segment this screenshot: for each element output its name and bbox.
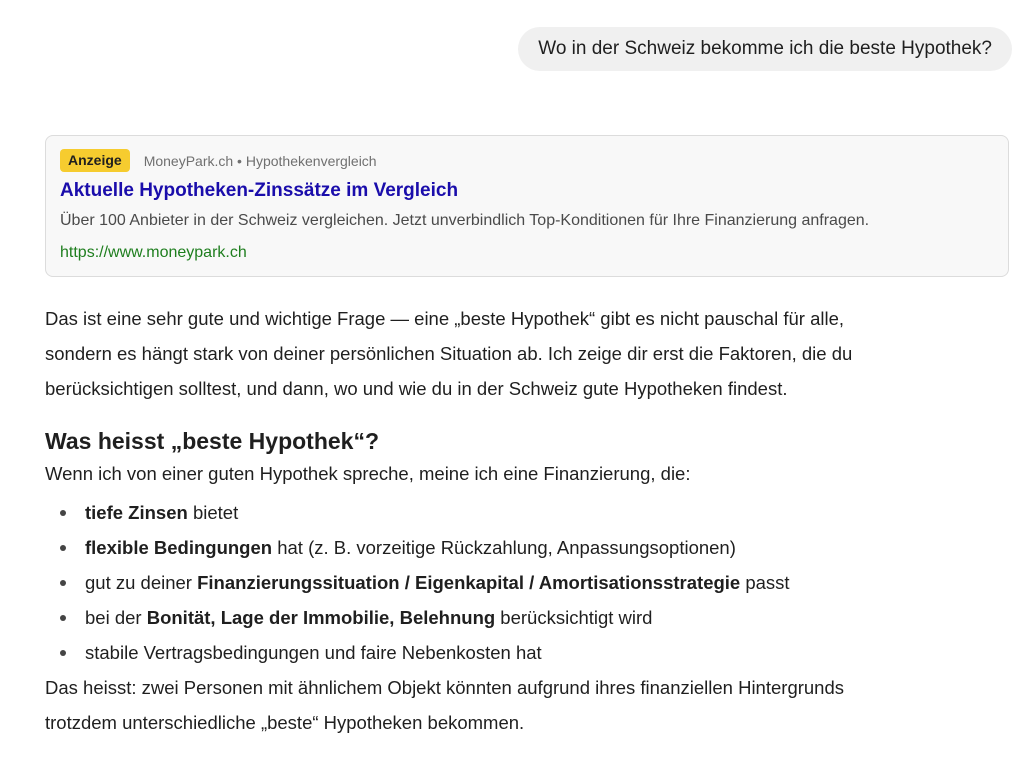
item-post: passt <box>740 572 790 593</box>
list-item <box>45 495 1005 530</box>
answer-outro <box>45 670 1005 740</box>
ad-title-link[interactable]: Aktuelle Hypotheken-Zinssätze im Vergleich <box>60 180 459 201</box>
assistant-answer <box>45 301 1005 740</box>
criteria-list <box>45 495 1005 670</box>
intro-line: Das ist eine sehr gute und wichtige Frage — eine „beste Hypothek“ gibt es nicht pauschal für alle, <box>45 308 845 329</box>
answer-intro <box>45 301 1005 406</box>
sponsored-ad-card[interactable] <box>45 135 1009 277</box>
ad-badge: Anzeige <box>60 149 130 172</box>
item-pre: bei der <box>85 607 147 628</box>
ad-description: Über 100 Anbieter in der Schweiz vergleichen. Jetzt unverbindlich Top-Konditionen für Ihre Finanzierung anfragen. <box>60 212 870 229</box>
list-item <box>45 635 1005 670</box>
bullet-dot-icon <box>60 650 66 656</box>
bullet-dot-icon <box>60 545 66 551</box>
item-post: hat (z. B. vorzeitige Rückzahlung, Anpassungsoptionen) <box>272 537 736 558</box>
bullet-dot-icon <box>60 615 66 621</box>
user-message-bubble: Wo in der Schweiz bekomme ich die beste Hypothek? <box>518 27 1012 71</box>
item-bold: Bonität, Lage der Immobilie, Belehnung <box>146 607 496 628</box>
item-pre: gut zu deiner <box>85 572 198 593</box>
list-item <box>45 600 1005 635</box>
item-bold: flexible Bedingungen <box>85 537 273 558</box>
list-lead: Wenn ich von einer guten Hypothek spreche, meine ich eine Finanzierung, die: <box>45 463 691 484</box>
bullet-dot-icon <box>60 510 66 516</box>
section-heading: Was heisst „beste Hypothek“? <box>45 428 380 454</box>
outro-line: Das heisst: zwei Personen mit ähnlichem Objekt könnten aufgrund ihres finanziellen Hintergrunds <box>45 677 845 698</box>
outro-line: trotzdem unterschiedliche „beste“ Hypotheken bekommen. <box>45 712 525 733</box>
user-message-row <box>518 27 1012 71</box>
item-bold: Finanzierungssituation / Eigenkapital / Amortisationsstrategie <box>197 572 741 593</box>
list-item <box>45 530 1005 565</box>
item-pre: stabile Vertragsbedingungen und faire Nebenkosten hat <box>85 642 542 663</box>
ad-meta <box>60 149 377 172</box>
item-post: berücksichtigt wird <box>495 607 653 628</box>
item-bold: tiefe Zinsen <box>85 502 188 523</box>
intro-line: sondern es hängt stark von deiner persönlichen Situation ab. Ich zeige dir erst die Faktoren, die du <box>45 343 853 364</box>
list-item <box>45 565 1005 600</box>
item-post: bietet <box>187 502 239 523</box>
ad-url-link[interactable]: https://www.moneypark.ch <box>60 244 247 261</box>
ad-source: MoneyPark.ch • Hypothekenvergleich <box>143 152 377 169</box>
intro-line: berücksichtigen solltest, und dann, wo und wie du in der Schweiz gute Hypotheken findest. <box>45 378 788 399</box>
bullet-dot-icon <box>60 580 66 586</box>
